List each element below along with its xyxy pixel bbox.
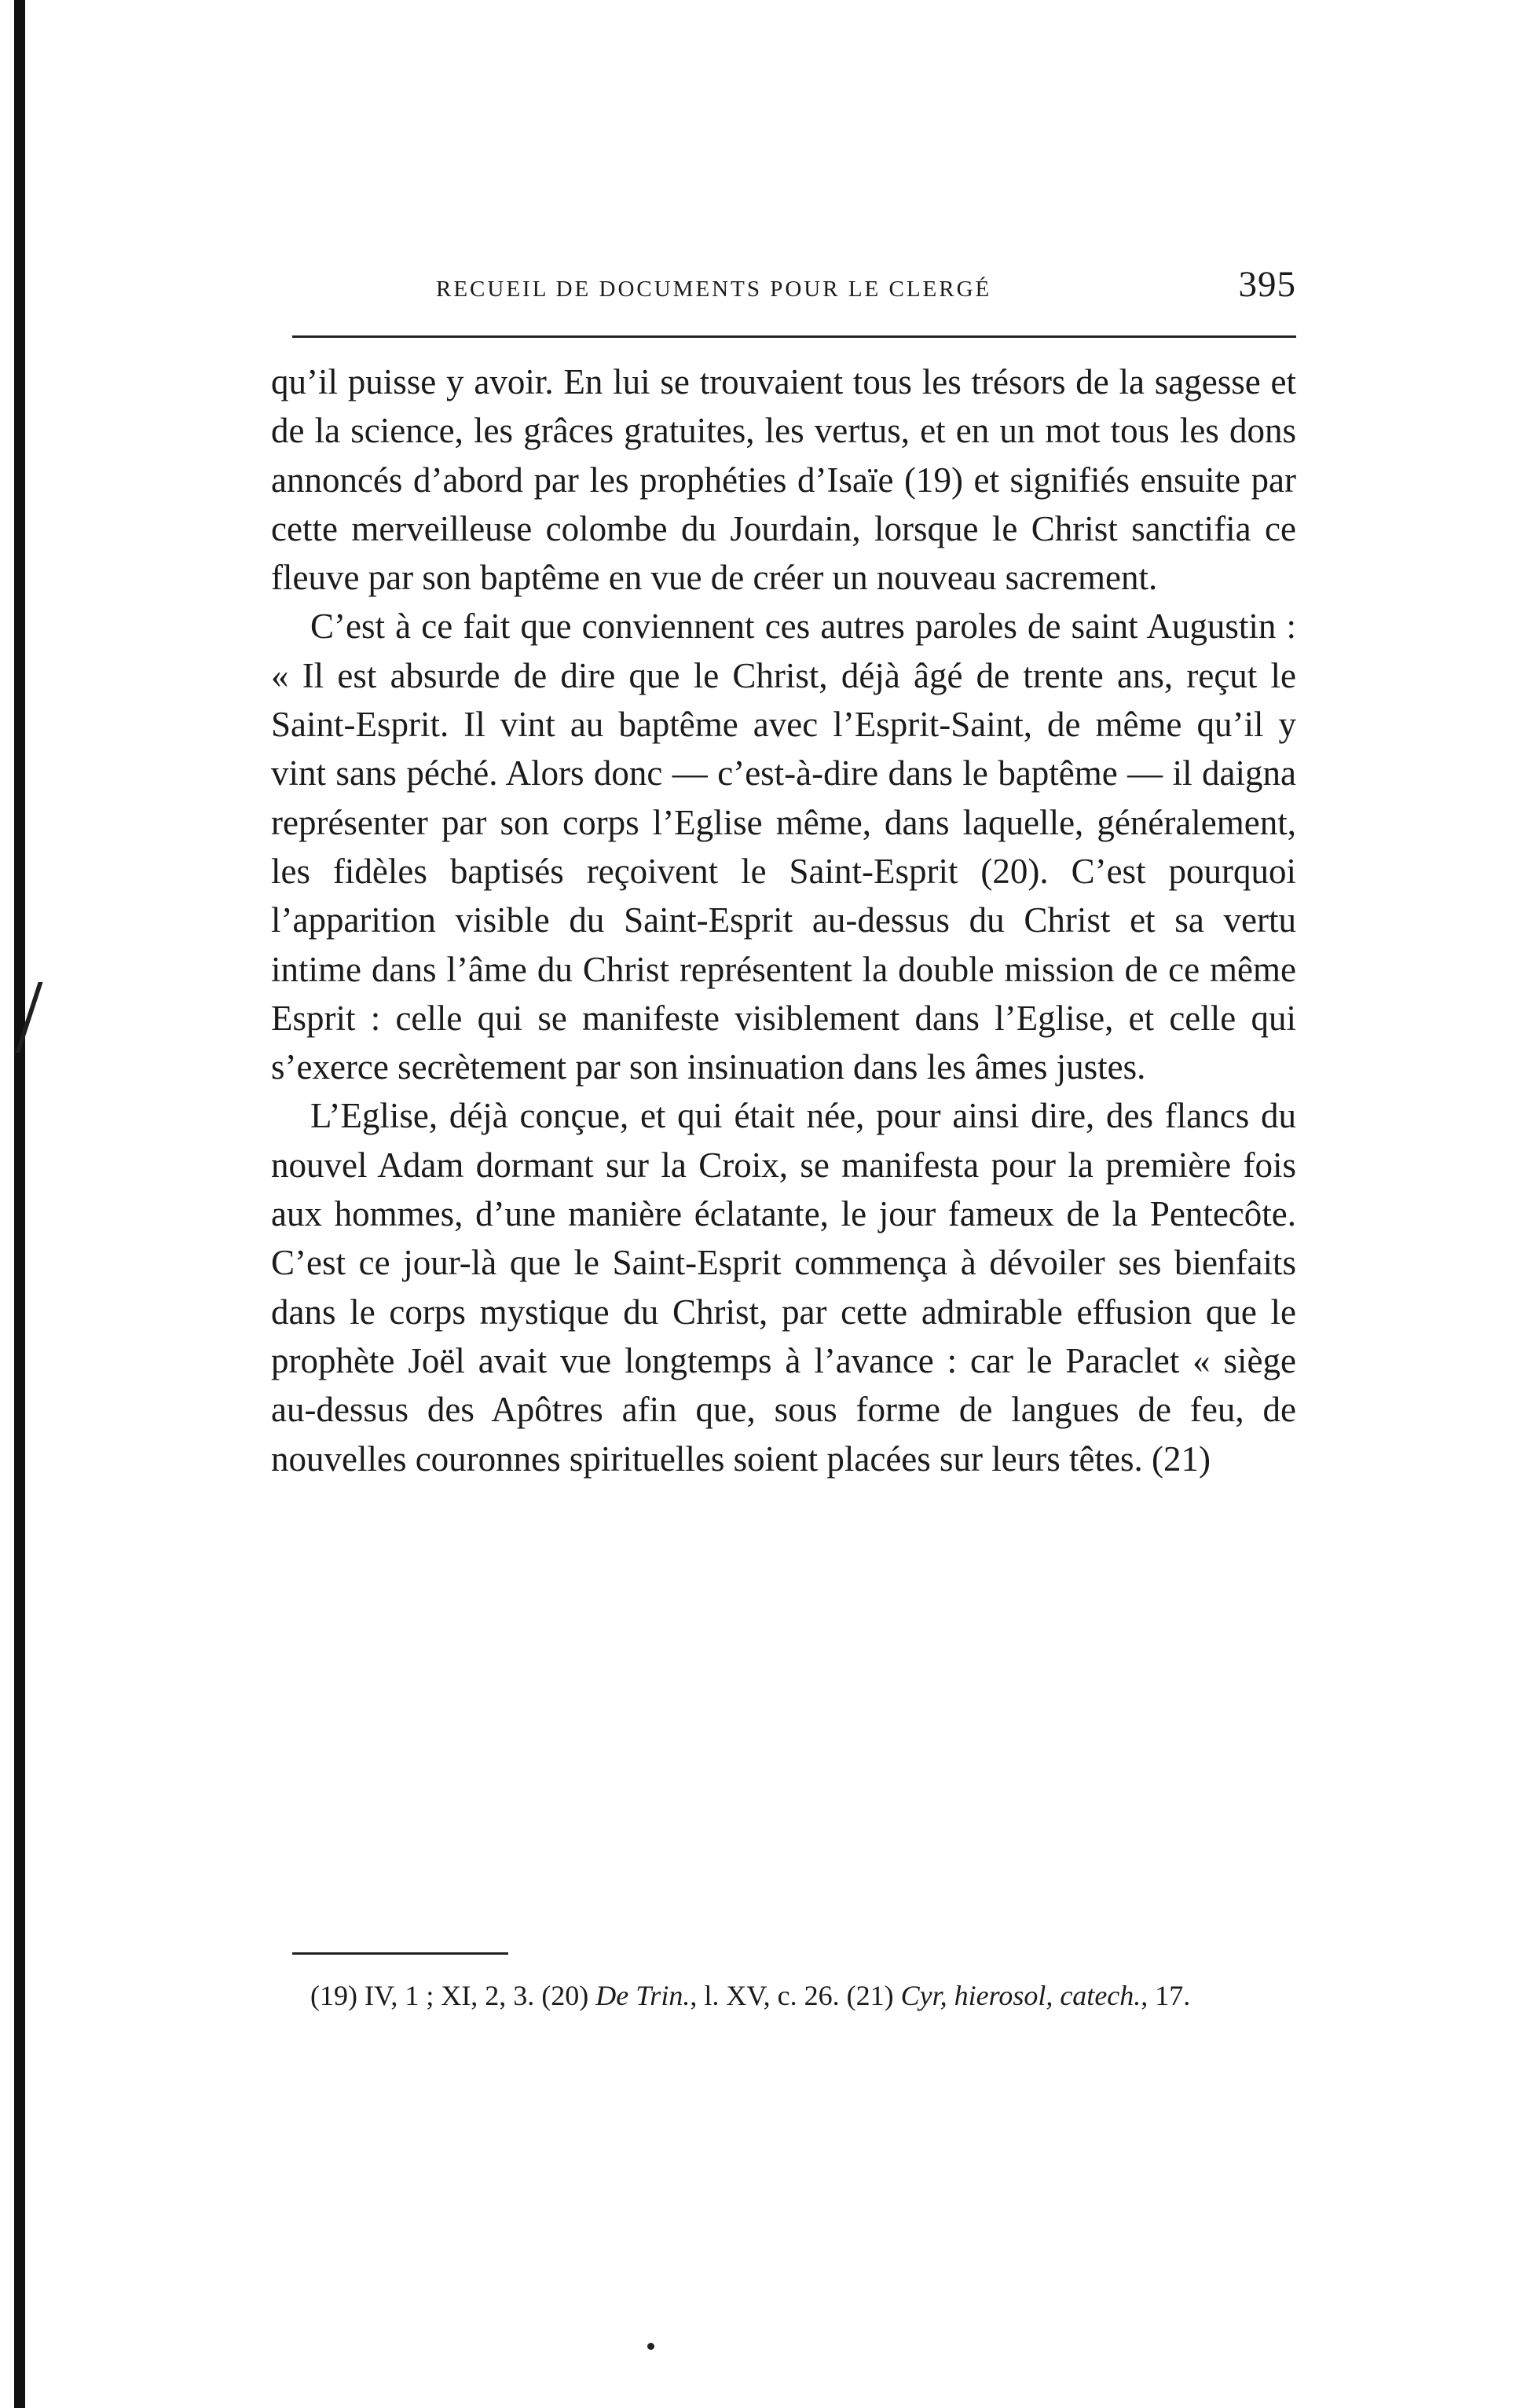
running-head: RECUEIL DE DOCUMENTS POUR LE CLERGÉ [436, 277, 992, 302]
footnote-20-rest: , l. XV, c. 26. [690, 1980, 840, 2011]
paragraph-continued: qu’il puisse y avoir. En lui se trouvaient tous les trésors de la sagesse et de la science, les grâces gratuites, les vertus, et en un mot tous les dons annoncés d’abord par les prophéties d’Isaïe (19) et signifiés ensuite par cette merveilleuse colombe du Jourdain, lorsque le Christ sanctifia ce fleuve par son baptême en vue de créer un nouveau sacrement. [271, 362, 1296, 598]
page-gutter-edge [14, 0, 25, 2408]
body-text [271, 357, 1296, 1483]
footnote-21-title: Cyr, hierosol, catech. [900, 1980, 1141, 2011]
page-number: 395 [1238, 264, 1296, 305]
footnote-21-rest: , 17. [1141, 1980, 1191, 2011]
scan-speck [647, 2343, 654, 2350]
footnote-19: (19) IV, 1 ; XI, 2, 3. [310, 1980, 535, 2011]
page-header [436, 263, 1296, 310]
footnote-rule [292, 1952, 508, 1955]
header-rule [292, 335, 1296, 338]
footnote-20-title: De Trin. [595, 1980, 691, 2011]
paragraph-augustin: C’est à ce fait que conviennent ces autres paroles de saint Augustin : « Il est absurde de dire que le Christ, déjà âgé de trente ans, reçut le Saint-Esprit. Il vint au baptême avec l’Esprit-Saint, de même qu’il y vint sans péché. Alors donc — c’est-à-dire dans le baptême — il daigna représenter par son corps l’Eglise même, dans laquelle, généralement, les fidèles baptisés reçoivent le Saint-Esprit (20). C’est pourquoi l’apparition visible du Saint-Esprit au-dessus du Christ et sa vertu intime dans l’âme du Christ représentent la double mission de ce même Esprit : celle qui se manifeste visiblement dans l’Eglise, et celle qui s’exerce secrètement par son insinuation dans les âmes justes. [271, 607, 1296, 1087]
footnotes [271, 1972, 1296, 2019]
footnote-20-ref: (20) [541, 1980, 589, 2011]
footnote-21-ref: (21) [846, 1980, 894, 2011]
paragraph-pentecost: L’Eglise, déjà conçue, et qui était née, pour ainsi dire, des flancs du nouvel Adam dormant sur la Croix, se manifesta pour la première fois aux hommes, d’une manière éclatante, le jour fameux de la Pentecôte. C’est ce jour-là que le Saint-Esprit commença à dévoiler ses bienfaits dans le corps mystique du Christ, par cette admirable effusion que le prophète Joël avait vue longtemps à l’avance : car le Paraclet « siège au-dessus des Apôtres afin que, sous forme de langues de feu, de nouvelles couronnes spirituelles soient placées sur leurs têtes. (21) [271, 1096, 1296, 1479]
